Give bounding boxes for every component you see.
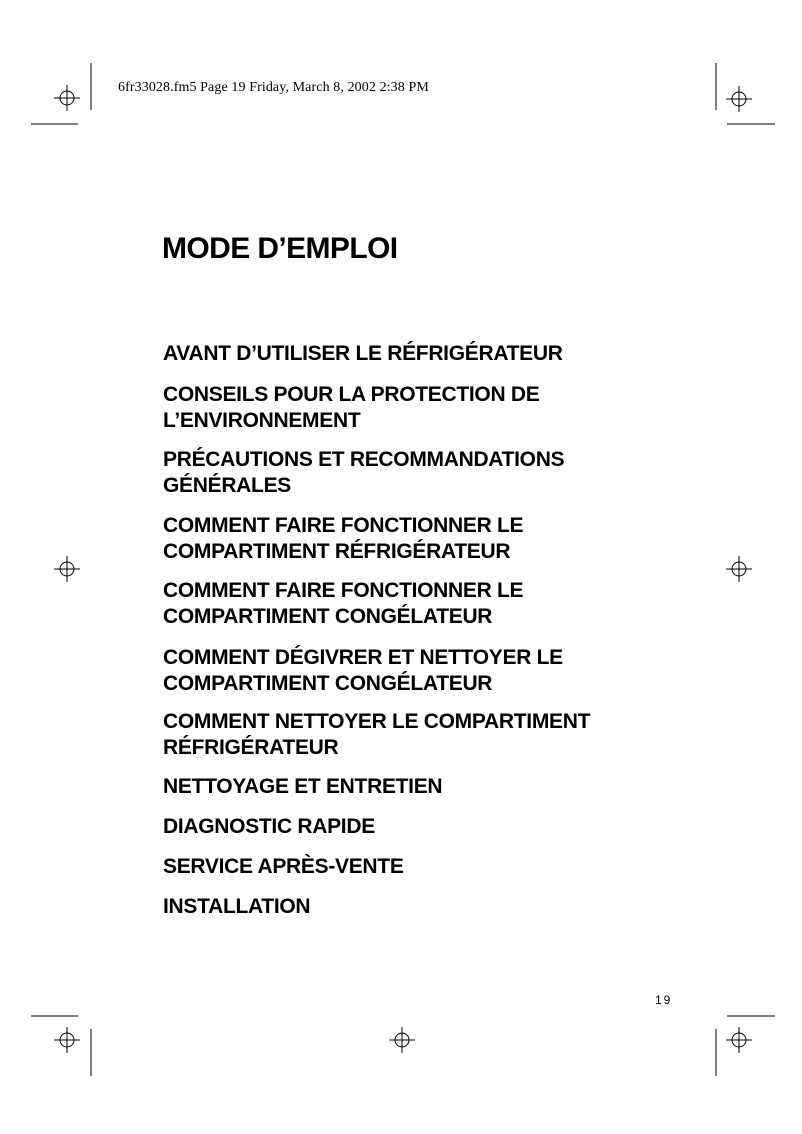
registration-mark-top-left [54, 85, 80, 111]
registration-mark-bottom-center [389, 1027, 415, 1053]
registration-mark-bottom-right [726, 1027, 752, 1053]
toc-item-refrigerateur: COMMENT FAIRE FONCTIONNER LE COMPARTIMENT RÉFRIGÉRATEUR [163, 514, 524, 563]
registration-mark-middle-left [54, 556, 80, 582]
page-number: 19 [655, 993, 673, 1007]
registration-mark-middle-right [726, 556, 752, 582]
toc-item-conseils-environnement: CONSEILS POUR LA PROTECTION DE L’ENVIRONNEMENT [163, 383, 540, 432]
toc-item-nettoyage-entretien: NETTOYAGE ET ENTRETIEN [163, 775, 443, 798]
toc-item-installation: INSTALLATION [163, 895, 311, 918]
registration-mark-top-right [726, 86, 752, 112]
toc-item-precautions: PRÉCAUTIONS ET RECOMMANDATIONS GÉNÉRALES [163, 448, 565, 497]
page-title: MODE D’EMPLOI [162, 232, 398, 265]
print-slug-line: 6fr33028.fm5 Page 19 Friday, March 8, 2002 2:38 PM [118, 80, 429, 95]
toc-item-nettoyer-refrigerateur: COMMENT NETTOYER LE COMPARTIMENT RÉFRIGÉRATEUR [163, 710, 591, 759]
toc-item-service-apres-vente: SERVICE APRÈS-VENTE [163, 855, 404, 878]
toc-item-congelateur: COMMENT FAIRE FONCTIONNER LE COMPARTIMENT CONGÉLATEUR [163, 579, 524, 628]
registration-mark-bottom-left [54, 1027, 80, 1053]
toc-item-degivrer: COMMENT DÉGIVRER ET NETTOYER LE COMPARTIMENT CONGÉLATEUR [163, 646, 563, 695]
toc-item-diagnostic: DIAGNOSTIC RAPIDE [163, 815, 375, 838]
toc-item-avant-utiliser: AVANT D’UTILISER LE RÉFRIGÉRATEUR [163, 342, 563, 365]
